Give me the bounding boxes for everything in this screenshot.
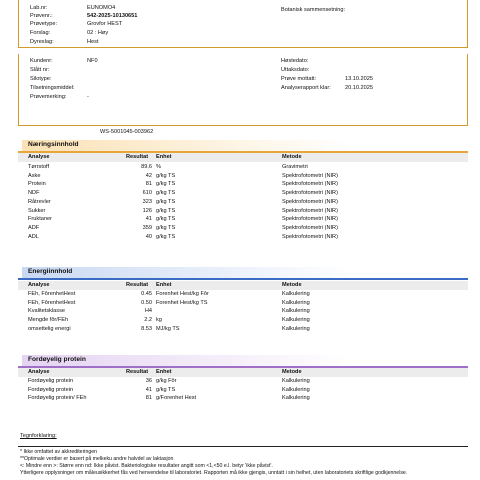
proevetype-label: Prøvetype: bbox=[30, 21, 58, 27]
mottatt-label: Prøve mottatt: bbox=[281, 76, 317, 82]
cell-analyse: NDF bbox=[28, 190, 40, 197]
cell-enhet: g/kg TS bbox=[156, 190, 176, 197]
table-row bbox=[18, 386, 468, 394]
legend-line: <: Mindre enn >: Større enn nd: Ikke påvist. Bakteriologiske resultater angitt som <1,<50 e.l. betyr 'ikke påvist'. bbox=[20, 463, 273, 469]
cell-analyse: Protein bbox=[28, 181, 46, 188]
cell-analyse: Sukker bbox=[28, 207, 46, 214]
cell-metode: Spektrofotometri (NIR) bbox=[282, 172, 338, 179]
cell-metode: Spektrofotometri (NIR) bbox=[282, 198, 338, 205]
lab-nr-value: EUNOMO4 bbox=[87, 5, 116, 11]
cell-enhet: g/kg TS bbox=[156, 207, 176, 214]
table-row bbox=[18, 307, 468, 315]
silotype-label: Silotype: bbox=[30, 76, 52, 82]
botanisk-label: Botanisk sammensetning: bbox=[281, 7, 346, 13]
cell-analyse: Råtrevler bbox=[28, 198, 51, 205]
table-row bbox=[18, 172, 468, 180]
cell-analyse: Fordøyelig protein bbox=[28, 378, 74, 384]
legend-line: Ytterligere opplysninger om måleusikkerhet fås ved henvendelse til laboratoriet. Rapporten må ikke gjengis, unntatt i sin helhet, uten laboratoriets skriftlige godkjennelse. bbox=[20, 470, 408, 476]
table-row bbox=[18, 180, 468, 188]
proevemerking-value: - bbox=[87, 94, 89, 100]
cell-enhet: g/kg TS bbox=[156, 224, 176, 231]
cell-enhet: Forenhet Hest/kg TS bbox=[156, 299, 208, 306]
cell-enhet: g/kg TS bbox=[156, 216, 176, 223]
dyreslag-label: Dyreslag: bbox=[30, 39, 54, 45]
table-row bbox=[18, 215, 468, 223]
cell-analyse: ADF bbox=[28, 224, 40, 231]
ws-id: WS-5001045-003962 bbox=[100, 129, 154, 135]
col-metode: Metode bbox=[282, 282, 302, 288]
col-resultat: Resultat bbox=[126, 154, 149, 160]
cell-resultat: 41 bbox=[145, 386, 152, 393]
cell-metode: Kalkulering bbox=[282, 386, 310, 393]
cell-resultat: 2.2 bbox=[144, 317, 152, 324]
legend-title: Tegnforklaring: bbox=[20, 433, 57, 439]
cell-enhet: MJ/kg TS bbox=[156, 325, 180, 332]
cell-enhet: g/kg TS bbox=[156, 386, 176, 393]
cell-analyse: ADL bbox=[28, 233, 39, 240]
hoestedato-label: Høstedato: bbox=[281, 58, 309, 64]
cell-enhet: g/Forenhet Hest bbox=[156, 395, 197, 402]
cell-enhet: % bbox=[156, 164, 161, 170]
table-row bbox=[18, 299, 468, 307]
cell-analyse: Fordøyelig protein/ FEh bbox=[28, 395, 87, 402]
cell-resultat: 126 bbox=[142, 207, 152, 214]
cell-metode: Spektrofotometri (NIR) bbox=[282, 233, 338, 240]
cell-enhet: g/kg TS bbox=[156, 172, 176, 179]
table-row bbox=[18, 163, 468, 171]
col-metode: Metode bbox=[282, 369, 302, 375]
cell-metode: Kalkulering bbox=[282, 299, 310, 306]
cell-resultat: 610 bbox=[142, 190, 152, 197]
uttaksdato-label: Uttaksdato: bbox=[281, 67, 310, 73]
table-row bbox=[18, 233, 468, 241]
cell-analyse: FEh, FôrenhetHest bbox=[28, 299, 76, 306]
section-title-naeringsinnhold: Næringsinnhold bbox=[22, 140, 352, 151]
cell-resultat: 0.50 bbox=[141, 299, 152, 306]
col-resultat: Resultat bbox=[126, 369, 149, 375]
cell-enhet: g/kg TS bbox=[156, 233, 176, 240]
customer-info-box bbox=[18, 54, 468, 126]
table-row bbox=[18, 394, 468, 402]
table-row bbox=[18, 316, 468, 324]
cell-enhet: g/kg Fôr bbox=[156, 378, 177, 384]
forslag-value: 02 : Høy bbox=[87, 30, 109, 36]
proevenr-value: 542-2025-10130651 bbox=[87, 13, 138, 19]
legend-line: * Ikke omfattet av akkrediteringen bbox=[20, 449, 97, 455]
cell-enhet: g/kg TS bbox=[156, 198, 176, 205]
table-row bbox=[18, 224, 468, 232]
table-row bbox=[18, 198, 468, 206]
col-enhet: Enhet bbox=[156, 282, 172, 288]
col-analyse: Analyse bbox=[28, 282, 50, 288]
col-analyse: Analyse bbox=[28, 154, 50, 160]
cell-metode: Kalkulering bbox=[282, 378, 310, 384]
kundenr-label: Kundenr: bbox=[30, 58, 53, 64]
cell-resultat: 81 bbox=[145, 395, 152, 402]
cell-resultat: H4 bbox=[144, 308, 152, 315]
section-bar-energiinnhold bbox=[18, 278, 468, 280]
cell-enhet: kg bbox=[156, 317, 162, 324]
cell-metode: Spektrofotometri (NIR) bbox=[282, 224, 338, 231]
cell-resultat: 359 bbox=[142, 224, 152, 231]
cell-resultat: 36 bbox=[145, 378, 152, 384]
cell-resultat: 0.45 bbox=[141, 291, 152, 297]
cell-metode: Kalkulering bbox=[282, 325, 310, 332]
cell-enhet: g/kg TS bbox=[156, 181, 176, 188]
mottatt-value: 13.10.2025 bbox=[345, 76, 373, 82]
cell-metode: Spektrofotometri (NIR) bbox=[282, 216, 338, 223]
cell-resultat: 89.6 bbox=[141, 164, 152, 170]
proevetype-value: Grovfor HEST bbox=[87, 21, 123, 27]
cell-analyse: FEh, FôrenhetHest bbox=[28, 291, 76, 297]
cell-metode: Kalkulering bbox=[282, 317, 310, 324]
col-enhet: Enhet bbox=[156, 154, 172, 160]
table-header-fordoyelig-protein bbox=[18, 368, 468, 377]
lab-nr-label: Lab.nr: bbox=[30, 5, 48, 11]
table-row bbox=[18, 189, 468, 197]
table-row bbox=[18, 207, 468, 215]
cell-analyse: Mengde fôr/FEh bbox=[28, 317, 69, 324]
dyreslag-value: Hest bbox=[87, 39, 99, 45]
cell-metode: Spektrofotometri (NIR) bbox=[282, 207, 338, 214]
col-analyse: Analyse bbox=[28, 369, 50, 375]
slaatt-label: Slått nr: bbox=[30, 67, 50, 73]
cell-resultat: 41 bbox=[145, 216, 152, 223]
cell-metode: Gravimetri bbox=[282, 164, 308, 170]
cell-analyse: omsettelig energi bbox=[28, 325, 71, 332]
cell-resultat: 81 bbox=[145, 181, 152, 188]
cell-analyse: Tørrstoff bbox=[28, 164, 50, 170]
section-title-energiinnhold: Energiinnhold bbox=[22, 267, 352, 278]
cell-analyse: Fruktaner bbox=[28, 216, 52, 223]
cell-enhet: Forenhet Hest/kg Fôr bbox=[156, 291, 209, 297]
cell-resultat: 8.53 bbox=[141, 325, 152, 332]
analyserapport-label: Analyserapport klar: bbox=[281, 85, 331, 91]
cell-analyse: Fordøyelig protein bbox=[28, 386, 74, 393]
col-metode: Metode bbox=[282, 154, 302, 160]
cell-analyse: Aske bbox=[28, 172, 41, 179]
legend-divider bbox=[18, 446, 468, 447]
legend-line: **Optimale verdier er basert på melkeku andre halvdel av laktasjon bbox=[20, 456, 174, 462]
col-resultat: Resultat bbox=[126, 282, 149, 288]
cell-metode: Kalkulering bbox=[282, 395, 310, 402]
table-header-energiinnhold bbox=[18, 281, 468, 290]
analyserapport-value: 20.10.2025 bbox=[345, 85, 373, 91]
table-header-naeringsinnhold bbox=[18, 153, 468, 162]
cell-resultat: 42 bbox=[145, 172, 152, 179]
kundenr-value: NF0 bbox=[87, 58, 98, 64]
cell-resultat: 40 bbox=[145, 233, 152, 240]
table-row bbox=[18, 377, 468, 385]
table-row bbox=[18, 325, 468, 333]
proevenr-label: Prøvenr.: bbox=[30, 13, 53, 19]
col-enhet: Enhet bbox=[156, 369, 172, 375]
section-title-fordoyelig-protein: Fordøyelig protein bbox=[22, 355, 352, 366]
cell-metode: Kalkulering bbox=[282, 308, 310, 315]
forslag-label: Forslag: bbox=[30, 30, 51, 36]
tilsetning-label: Tilsetningsmiddel: bbox=[30, 85, 75, 91]
cell-analyse: Kvalitetsklasse bbox=[28, 308, 65, 315]
sample-info-box bbox=[18, 0, 468, 48]
cell-resultat: 323 bbox=[142, 198, 152, 205]
cell-metode: Spektrofotometri (NIR) bbox=[282, 190, 338, 197]
cell-metode: Kalkulering bbox=[282, 291, 310, 297]
table-row bbox=[18, 290, 468, 298]
proevemerking-label: Prøvemerking: bbox=[30, 94, 67, 100]
cell-metode: Spektrofotometri (NIR) bbox=[282, 181, 338, 188]
